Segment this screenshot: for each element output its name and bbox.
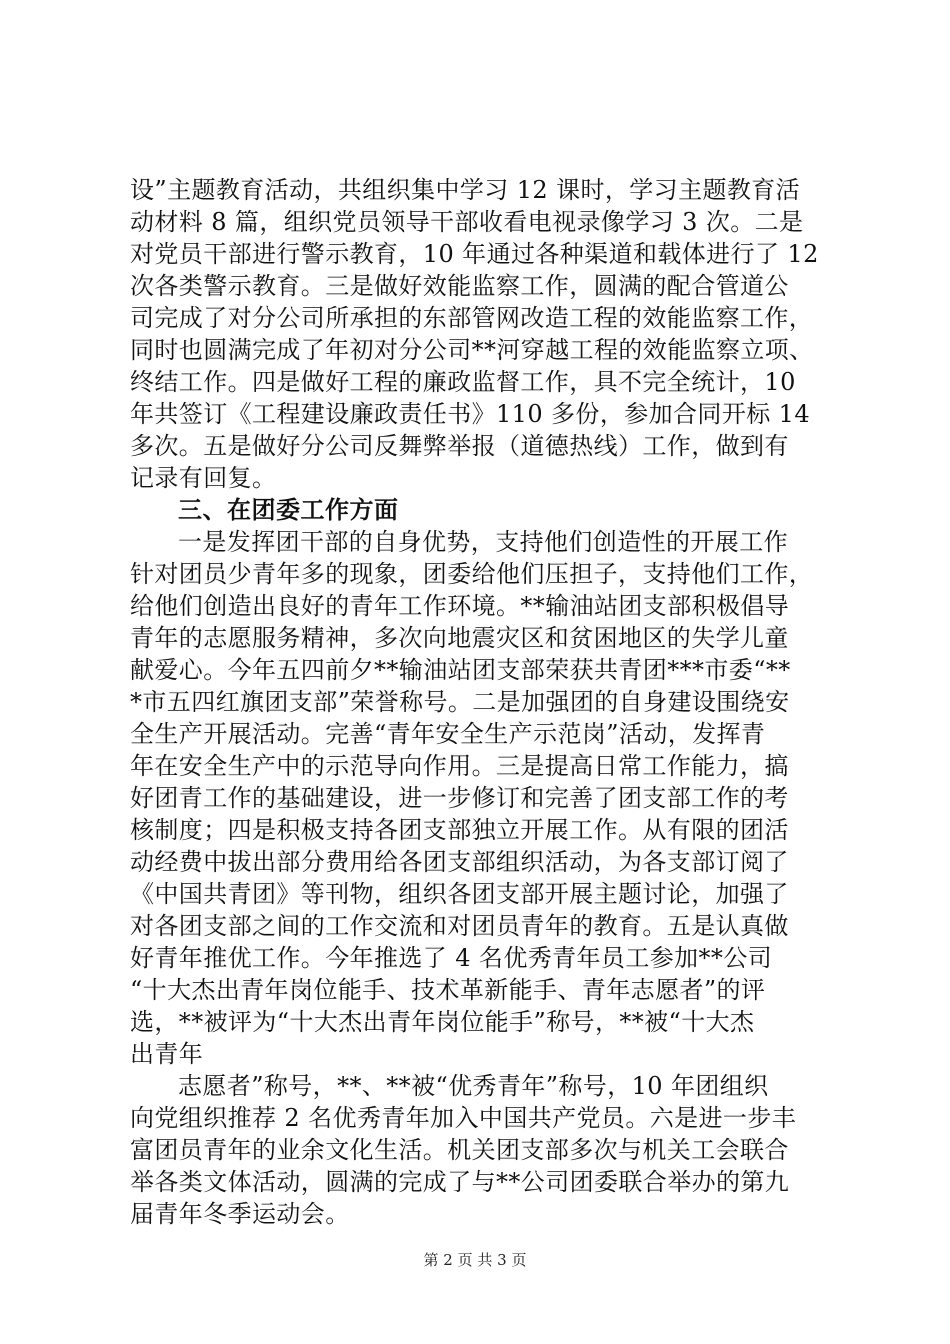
body-text-line: 好青年推优工作。今年推选了 4 名优秀青年员工参加**公司 [130,944,773,972]
body-text-line: 富团员青年的业余文化生活。机关团支部多次与机关工会联合 [130,1136,789,1164]
body-text-line: 记录有回复。 [130,464,277,492]
body-text-line: 终结工作。四是做好工程的廉政监督工作，具不完全统计，10 [130,368,796,396]
body-text-line: *市五四红旗团支部”荣誉称号。二是加强团的自身建设围绕安 [130,688,790,716]
body-text-line: 针对团员少青年多的现象，团委给他们压担子，支持他们工作， [130,560,814,588]
body-text-line: 选，**被评为“十大杰出青年岗位能手”称号，**被“十大杰 [130,1008,755,1036]
body-text-line: 同时也圆满完成了年初对分公司**河穿越工程的效能监察立项、 [130,336,814,364]
body-text-line: 好团青工作的基础建设，进一步修订和完善了团支部工作的考 [130,784,789,812]
body-text-line: “十大杰出青年岗位能手、技术革新能手、青年志愿者”的评 [130,976,766,1004]
body-text-line: 届青年冬季运动会。 [130,1200,350,1228]
body-text-line: 年共签订《工程建设廉政责任书》110 多份，参加合同开标 14 [130,400,811,428]
body-text-line: 献爱心。今年五四前夕**输油站团支部荣获共青团***市委“** [130,656,791,684]
body-text-line: 给他们创造出良好的青年工作环境。**输油站团支部积极倡导 [130,592,790,620]
section-heading: 三、在团委工作方面 [178,496,399,524]
body-text-line: 设”主题教育活动，共组织集中学习 12 课时，学习主题教育活 [130,176,801,204]
body-text-line: 《中国共青团》等刊物，组织各团支部开展主题讨论，加强了 [130,880,789,908]
body-text-line: 对党员干部进行警示教育，10 年通过各种渠道和载体进行了 12 [130,240,819,268]
body-text-line: 多次。五是做好分公司反舞弊举报（道德热线）工作，做到有 [130,432,789,460]
body-text-line: 年在安全生产中的示范导向作用。三是提高日常工作能力，搞 [130,752,789,780]
body-text-line: 动材料 8 篇，组织党员领导干部收看电视录像学习 3 次。二是 [130,208,804,236]
body-text-line: 对各团支部之间的工作交流和对团员青年的教育。五是认真做 [130,912,789,940]
body-text-line: 次各类警示教育。三是做好效能监察工作，圆满的配合管道公 [130,272,789,300]
body-text-line: 核制度；四是积极支持各团支部独立开展工作。从有限的团活 [130,816,789,844]
body-text-line: 出青年 [130,1040,204,1068]
body-text-line: 向党组织推荐 2 名优秀青年加入中国共产党员。六是进一步丰 [130,1104,797,1132]
body-text-line: 青年的志愿服务精神，多次向地震灾区和贫困地区的失学儿童 [130,624,789,652]
body-text-line: 一是发挥团干部的自身优势，支持他们创造性的开展工作 [178,528,788,556]
body-text-line: 举各类文体活动，圆满的完成了与**公司团委联合举办的第九 [130,1168,790,1196]
body-text-line: 全生产开展活动。完善“青年安全生产示范岗”活动，发挥青 [130,720,766,748]
body-text-line: 司完成了对分公司所承担的东部管网改造工程的效能监察工作， [130,304,814,332]
page-number-footer: 第 2 页 共 3 页 [423,1251,527,1269]
body-text-line: 志愿者”称号，**、**被“优秀青年”称号，10 年团组织 [178,1072,769,1100]
body-text-line: 动经费中拔出部分费用给各团支部组织活动，为各支部订阅了 [130,848,789,876]
